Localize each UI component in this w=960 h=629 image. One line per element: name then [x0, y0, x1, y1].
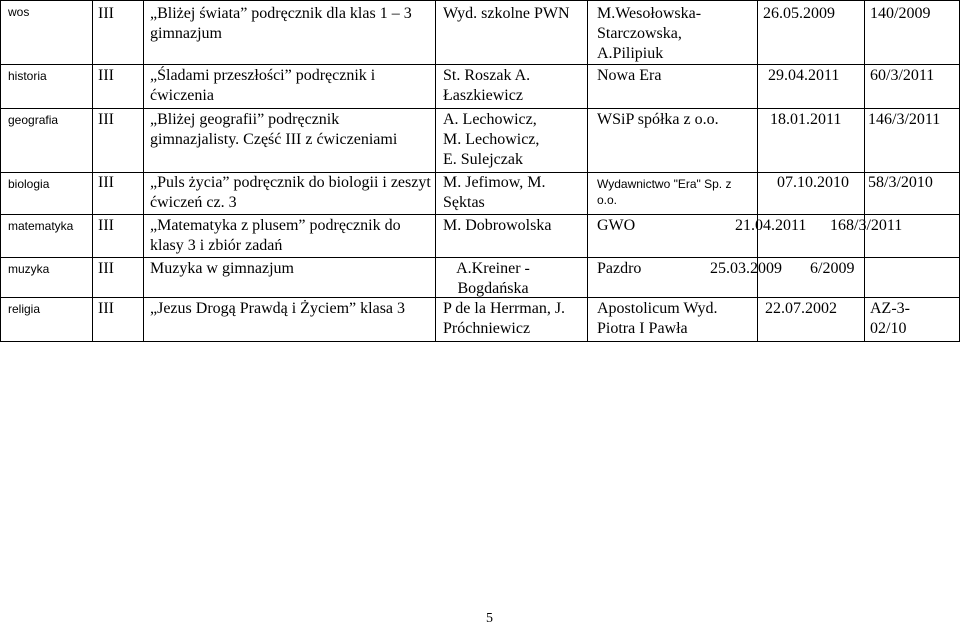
row-title: „Matematyka z plusem” podręcznik do klasy 3 i zbiór zadań: [150, 217, 401, 254]
row-authors: A. Lechowicz, M. Lechowicz, E. Sulejczak: [443, 111, 540, 168]
row-title: „Bliżej geografii” podręcznik gimnazjalisty. Część III z ćwiczeniami: [150, 111, 398, 148]
row-title: „Bliżej świata” podręcznik dla klas 1 – 3 gimnazjum: [150, 5, 412, 42]
row-date: 25.03.2009: [710, 260, 782, 277]
row-title: „Śladami przeszłości” podręcznik i ćwiczenia: [150, 67, 376, 104]
row-grade: III: [98, 260, 114, 277]
row-number: 58/3/2010: [868, 174, 933, 191]
row-publisher: M.Wesołowska-Starczowska, A.Pilipiuk: [597, 5, 702, 62]
row-subject: religia: [8, 302, 41, 316]
row-number: 60/3/2011: [870, 67, 935, 84]
row-subject: wos: [8, 5, 30, 19]
row-date: 29.04.2011: [768, 67, 840, 84]
row-grade: III: [98, 174, 114, 191]
row-title: Muzyka w gimnazjum: [150, 260, 294, 277]
row-date: 22.07.2002: [765, 300, 837, 317]
row-number: AZ-3-02/10: [870, 300, 910, 337]
row-date: 21.04.2011: [735, 217, 807, 234]
row-number: 168/3/2011: [830, 217, 903, 234]
row-date: 07.10.2010: [777, 174, 849, 191]
row-subject: muzyka: [8, 262, 50, 276]
row-subject: historia: [8, 69, 47, 83]
row-grade: III: [98, 217, 114, 234]
row-date: 18.01.2011: [770, 111, 842, 128]
row-authors: A.Kreiner - Bogdańska: [456, 260, 530, 297]
row-number: 6/2009: [810, 260, 855, 277]
row-grade: III: [98, 300, 114, 317]
row-publisher: WSiP spółka z o.o.: [597, 111, 719, 128]
page-number: 5: [486, 611, 493, 626]
row-subject: matematyka: [8, 219, 74, 233]
row-authors: M. Dobrowolska: [443, 217, 552, 234]
row-publisher: Wydawnictwo "Era" Sp. z o.o.: [597, 177, 732, 207]
row-date: 26.05.2009: [763, 5, 835, 22]
row-publisher: Nowa Era: [597, 67, 662, 84]
row-grade: III: [98, 67, 114, 84]
row-subject: biologia: [8, 177, 50, 191]
row-authors: St. Roszak A. Łaszkiewicz: [443, 67, 531, 104]
row-grade: III: [98, 111, 114, 128]
row-authors: P de la Herrman, J. Próchniewicz: [443, 300, 566, 337]
row-authors: Wyd. szkolne PWN: [443, 5, 570, 22]
row-title: „Jezus Drogą Prawdą i Życiem” klasa 3: [150, 300, 406, 317]
row-authors: M. Jefimow, M. Sęktas: [443, 174, 546, 211]
row-publisher: GWO: [597, 217, 636, 234]
row-number: 146/3/2011: [868, 111, 941, 128]
row-grade: III: [98, 5, 114, 22]
row-title: „Puls życia” podręcznik do biologii i zeszyt ćwiczeń cz. 3: [150, 174, 431, 211]
row-number: 140/2009: [870, 5, 931, 22]
row-publisher: Pazdro: [597, 260, 642, 277]
row-subject: geografia: [8, 113, 59, 127]
row-publisher: Apostolicum Wyd. Piotra I Pawła: [597, 300, 718, 337]
